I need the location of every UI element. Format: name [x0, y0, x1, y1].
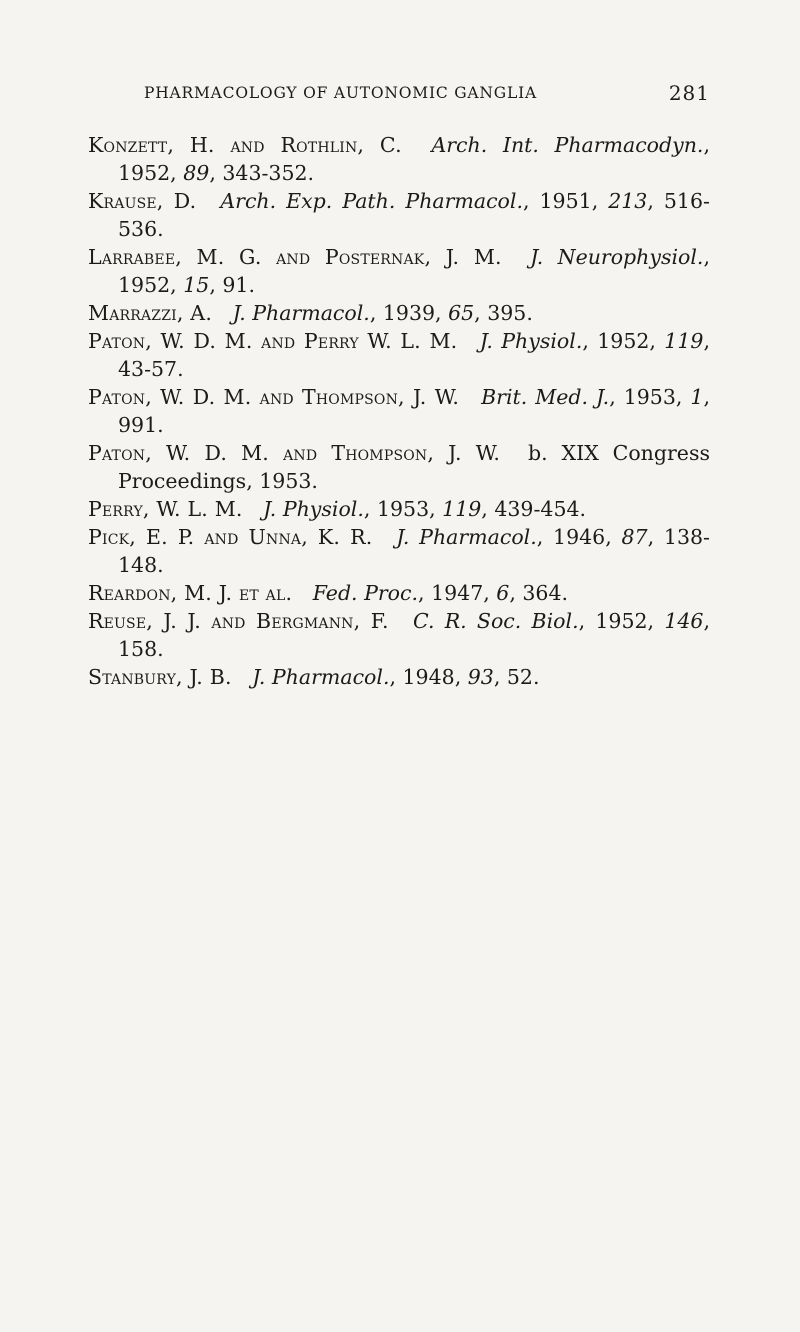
reference-authors: Paton, W. D. M. and Thompson, J. W.	[88, 385, 460, 409]
reference-journal: J. Neurophysiol.	[530, 245, 704, 269]
reference-krause: Krause, D. Arch. Exp. Path. Pharmacol., 1951, 213, 516-536.	[88, 189, 710, 241]
reference-pick: Pick, E. P. and Unna, K. R. J. Pharmacol., 1946, 87, 138-148.	[88, 525, 710, 577]
reference-konzett: Konzett, H. and Rothlin, C. Arch. Int. Pharmacodyn., 1952, 89, 343-352.	[88, 133, 710, 185]
reference-authors: Marrazzi, A.	[88, 301, 213, 325]
reference-pages: 343-352.	[222, 161, 315, 185]
reference-authors: Krause, D.	[88, 189, 197, 213]
book-page	[88, 76, 710, 691]
reference-year: 1948	[402, 665, 455, 689]
reference-year: 1952	[118, 273, 171, 297]
reference-journal: J. Pharmacol.	[252, 665, 390, 689]
reference-year: 1951	[539, 189, 592, 213]
reference-pages: 138-148.	[118, 525, 710, 577]
reference-volume: 15	[183, 273, 210, 297]
reference-authors: Reuse, J. J. and Bergmann, F.	[88, 609, 389, 633]
reference-reuse: Reuse, J. J. and Bergmann, F. C. R. Soc. Biol., 1952, 146, 158.	[88, 609, 710, 661]
reference-authors: Paton, W. D. M. and Perry W. L. M.	[88, 329, 458, 353]
reference-list	[88, 131, 710, 691]
reference-year: 1947	[431, 581, 484, 605]
reference-year: 1953	[376, 497, 430, 521]
reference-volume: 146	[664, 609, 704, 633]
reference-stanbury: Stanbury, J. B. J. Pharmacol., 1948, 93, 52.	[88, 665, 540, 689]
reference-volume: 65	[448, 301, 475, 325]
page-number: 281	[668, 81, 710, 105]
reference-pages: 991.	[118, 413, 164, 437]
reference-year: 1953	[623, 385, 676, 409]
reference-authors: Perry, W. L. M.	[88, 497, 243, 521]
reference-authors: Pick, E. P. and Unna, K. R.	[88, 525, 373, 549]
reference-volume: 89	[183, 161, 210, 185]
reference-journal: J. Physiol.	[263, 497, 364, 521]
reference-authors: Reardon, M. J. et al.	[88, 581, 293, 605]
reference-journal: Arch. Int. Pharmacodyn.	[431, 133, 704, 157]
reference-larrabee: Larrabee, M. G. and Posternak, J. M. J. Neurophysiol., 1952, 15, 91.	[88, 245, 710, 297]
reference-pages: 395.	[487, 301, 533, 325]
reference-pages: 158.	[118, 637, 164, 661]
reference-volume: 93	[467, 665, 494, 689]
reference-perry: Perry, W. L. M. J. Physiol., 1953, 119, 439-454.	[88, 497, 587, 521]
reference-pages: 516-536.	[118, 189, 710, 241]
reference-journal: Brit. Med. J.	[481, 385, 610, 409]
reference-reardon: Reardon, M. J. et al. Fed. Proc., 1947, 6, 364.	[88, 581, 569, 605]
running-title: PHARMACOLOGY OF AUTONOMIC GANGLIA	[144, 84, 537, 102]
reference-authors: Konzett, H. and Rothlin, C.	[88, 133, 402, 157]
reference-marrazzi: Marrazzi, A. J. Pharmacol., 1939, 65, 395.	[88, 301, 533, 325]
reference-year: 1952	[595, 609, 648, 633]
reference-journal: J. Pharmacol.	[232, 301, 370, 325]
reference-pages: 439-454.	[494, 497, 587, 521]
reference-year: 1952	[597, 329, 650, 353]
reference-year: 1946	[553, 525, 606, 549]
reference-journal: Arch. Exp. Path. Pharmacol.	[220, 189, 523, 213]
reference-journal: J. Pharmacol.	[396, 525, 537, 549]
reference-volume: 119	[442, 497, 482, 521]
reference-paton-thompson-a: Paton, W. D. M. and Thompson, J. W. Brit. Med. J., 1953, 1, 991.	[88, 385, 710, 437]
reference-paton-perry: Paton, W. D. M. and Perry W. L. M. J. Physiol., 1952, 119, 43-57.	[88, 329, 710, 381]
reference-year: 1939	[382, 301, 436, 325]
reference-pages: 91.	[222, 273, 255, 297]
reference-journal: J. Physiol.	[479, 329, 583, 353]
reference-journal: Fed. Proc.	[312, 581, 419, 605]
reference-pages: 364.	[522, 581, 569, 605]
reference-year: 1953.	[259, 469, 318, 493]
reference-authors: Paton, W. D. M. and Thompson, J. W.	[88, 441, 501, 465]
running-header	[88, 76, 710, 110]
reference-paton-thompson-b	[88, 439, 710, 495]
reference-year: 1952	[118, 161, 171, 185]
reference-journal: C. R. Soc. Biol.	[413, 609, 579, 633]
reference-pages: 43-57.	[118, 357, 184, 381]
reference-volume: 1	[690, 385, 704, 409]
reference-volume: 213	[608, 189, 648, 213]
reference-volume: 119	[664, 329, 704, 353]
reference-authors: Stanbury, J. B.	[88, 665, 232, 689]
reference-pages: 52.	[506, 665, 540, 689]
reference-volume: 6	[496, 581, 510, 605]
reference-volume: 87	[621, 525, 648, 549]
reference-authors: Larrabee, M. G. and Posternak, J. M.	[88, 245, 502, 269]
reference-source: b. XIX Congress Proceedings,	[118, 441, 710, 493]
